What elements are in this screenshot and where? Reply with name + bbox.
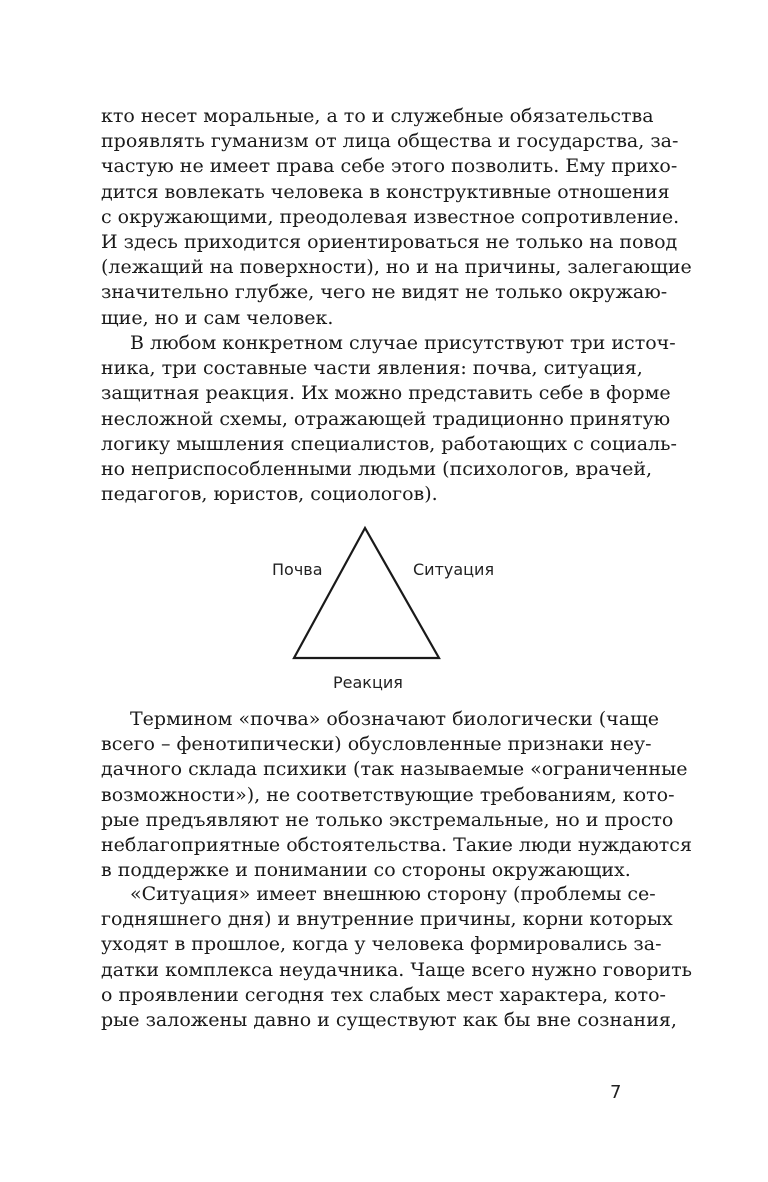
text-line: датки комплекса неудачника. Чаще всего нужно говорить (101, 958, 693, 981)
text-line: В любом конкретном случае присутствуют три источ- (130, 332, 676, 354)
text-line: возможности»), не соответствующие требованиям, кото- (101, 783, 675, 806)
text-line: частую не имеет права себе этого позволить. Ему прихо- (101, 155, 678, 178)
text-line: ника, три составные части явления: почва, ситуация, (101, 357, 643, 380)
paragraph-1 (101, 104, 692, 331)
text-line: щие, но и сам человек. (101, 306, 334, 329)
text-line: уходят в прошлое, когда у человека формировались за- (101, 933, 662, 956)
text-line: значительно глубже, чего не видят не только окружаю- (101, 281, 668, 304)
text-line: дачного склада психики (так называемые «ограниченные (101, 758, 688, 781)
text-line: «Ситуация» имеет внешнюю сторону (проблемы се- (130, 883, 656, 905)
text-line: но неприспособленными людьми (психологов, врачей, (101, 457, 653, 480)
triangle-graphic (260, 522, 510, 697)
text-line: логику мышления специалистов, работающих с социаль- (101, 432, 677, 455)
text-line: педагогов, юристов, социологов). (101, 483, 438, 506)
text-line: кто несет моральные, а то и служебные обязательства (101, 105, 654, 127)
text-line: И здесь приходится ориентироваться не только на повод (101, 230, 678, 253)
triangle-shape (294, 528, 439, 658)
label-reaction: Реакция (333, 673, 403, 692)
text-line: годняшнего дня) и внутренние причины, корни которых (101, 908, 673, 931)
label-situation: Ситуация (413, 560, 495, 579)
text-line: проявлять гуманизм от лица общества и государства, за- (101, 130, 679, 153)
paragraph-2 (101, 331, 677, 507)
text-line: (лежащий на поверхности), но и на причины, залегающие (101, 256, 692, 279)
text-line: несложной схемы, отражающей традиционно принятую (101, 407, 671, 430)
text-line: рые предъявляют не только экстремальные, но и просто (101, 808, 674, 831)
paragraph-3 (101, 707, 692, 883)
text-line: в поддержке и понимании со стороны окружающих. (101, 859, 631, 882)
text-line: с окружающими, преодолевая известное сопротивление. (101, 205, 680, 228)
triangle-diagram (260, 522, 510, 697)
text-line: всего – фенотипически) обусловленные признаки неу- (101, 733, 652, 756)
text-line: Термином «почва» обозначают биологически (чаще (130, 708, 659, 730)
text-line: неблагоприятные обстоятельства. Такие люди нуждаются (101, 833, 692, 856)
text-line: рые заложены давно и существуют как бы вне сознания, (101, 1008, 677, 1031)
text-line: защитная реакция. Их можно представить себе в форме (101, 382, 671, 405)
paragraph-4 (101, 882, 693, 1033)
text-line: о проявлении сегодня тех слабых мест характера, кото- (101, 983, 666, 1006)
text-line: дится вовлекать человека в конструктивные отношения (101, 180, 670, 203)
page-number: 7 (610, 1082, 622, 1103)
label-soil: Почва (272, 560, 323, 579)
